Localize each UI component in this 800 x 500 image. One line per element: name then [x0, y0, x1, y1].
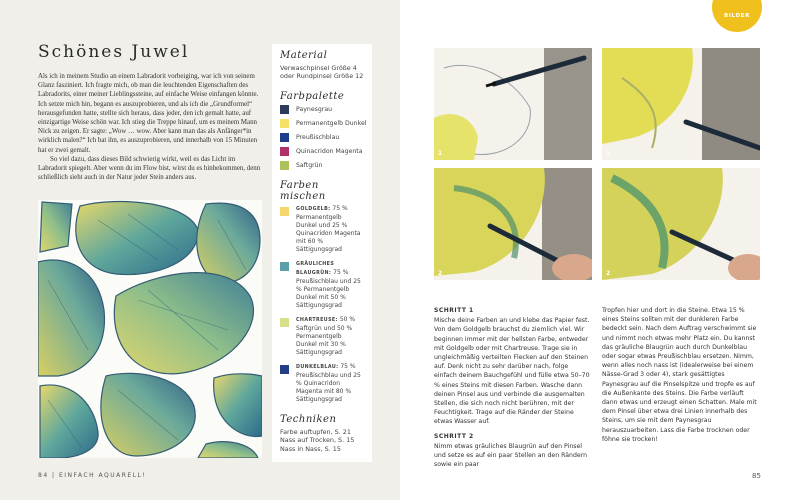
mix-description: 75 % Preußischblau und 25 % Permanentgelb Dunkel mit 50 % Sättigungsgrad [296, 268, 361, 309]
mix-section [280, 180, 364, 404]
labradorite-painting [38, 200, 262, 458]
techniques-heading: Techniken [280, 413, 337, 425]
color-swatch [280, 119, 289, 128]
step-photo-2a [434, 168, 592, 280]
color-swatch [280, 262, 289, 271]
palette-item-label: Quinacridon Magenta [296, 147, 363, 155]
mix-item-text [296, 363, 364, 404]
painting-photo-2b [602, 168, 760, 280]
mix-item [280, 260, 364, 310]
painting-photo-1a [434, 48, 592, 160]
step-photo-2b [602, 168, 760, 280]
color-swatch [280, 207, 289, 216]
mix-item [280, 316, 364, 357]
mix-label: GRÄULICHES BLAUGRÜN: [296, 261, 335, 276]
color-swatch [280, 147, 289, 156]
page-footer-left: 84 | EINFACH AQUARELL! [38, 472, 147, 479]
material-section [280, 50, 364, 81]
instructions-column-1 [434, 306, 592, 469]
palette-heading: Farbpalette [280, 90, 345, 102]
intro-paragraph-2: So viel dazu, dass dieses Bild schwierig wirkt, weil es das Licht im Labradorit spiegelt. Aber wenn du im Flow bist, wirst du es hinbekommen, denn schließlich sieht auch in der Natur jeder Stein anders aus. [38, 155, 261, 182]
palette-item-label: Permanentgelb Dunkel [296, 119, 367, 127]
photo-number: 2 [438, 270, 443, 277]
mix-label: DUNKELBLAU: [296, 364, 339, 370]
step-2-heading: SCHRITT 2 [434, 432, 474, 440]
painting-photo-2a [434, 168, 592, 280]
material-heading: Material [280, 50, 328, 61]
techniques-list [280, 428, 364, 453]
color-swatch [280, 105, 289, 114]
step-1-heading: SCHRITT 1 [434, 307, 474, 314]
step-photo-1a [434, 48, 592, 160]
mix-item-text [296, 205, 364, 254]
palette-item [280, 119, 367, 128]
instructions-column-2 [602, 306, 760, 444]
technique-item: Nass in Nass, S. 15 [280, 444, 341, 453]
step-photo-1b [602, 48, 760, 160]
mix-item-text [296, 316, 364, 357]
palette-list [280, 105, 367, 170]
mix-description: 50 % Saftgrün und 50 % Permanentgelb Dunkel mit 30 % Sättigungsgrad [296, 315, 356, 356]
sidebar-materials [272, 44, 372, 462]
color-swatch [280, 161, 289, 170]
color-swatch [280, 133, 289, 142]
photo-number: 1 [606, 150, 611, 157]
palette-item-label: Saftgrün [296, 161, 323, 169]
step-1-text: Mische deine Farben an und klebe das Papier fest. Von dem Goldgelb brauchst du ziemlich viel. Wir beginnen immer mit der hellsten Farbe, entweder mit Goldgelb oder mit Chartreuse. Trage sie in ungleichmäßig verteilten Flecken auf den Steinen auf. Denk nicht zu sehr darüber nach, folge einfach deinem Bauchgefühl und fülle etwa 50–70 % eines Steins mit diesen Farben. Wasche dann deinen Pinsel aus und verbinde die ausgemalten Stellen, die sich noch nicht berühren, mit der Feuchtigkeit. Trage auf die Ränder der Steine etwas Wasser auf. [434, 317, 590, 426]
palette-item-label: Paynesgrau [296, 105, 333, 113]
mix-list [280, 205, 364, 404]
mix-label: GOLDGELB: [296, 206, 331, 212]
palette-item [280, 105, 364, 114]
mix-label: CHARTREUSE: [296, 317, 338, 323]
mix-item [280, 363, 364, 404]
mix-description: 75 % Preußischblau und 25 % Quinacridon Magenta mit 80 % Sättigungsgrad [296, 362, 361, 403]
palette-item [280, 147, 364, 156]
page-title: Schönes Juwel [38, 42, 190, 62]
material-text: Verwaschpinsel Größe 4 oder Rundpinsel Größe 12 [280, 64, 364, 81]
color-swatch [280, 365, 289, 374]
palette-section [280, 90, 367, 170]
mix-item [280, 205, 364, 254]
step-2-continued-text: Tropfen hier und dort in die Steine. Etwa 15 % eines Steins sollten mit der dunkleren Farbe bedeckt sein. Nach dem Auftrag verschwimmt sie und nimmt noch etwas mehr Platz ein. Du kannst das gräuliche Blaugrün auch durch Dunkelblau oder sogar etwas Preußischblau ersetzen. Nimm, wenn alles noch nass ist (idealerweise bei einem Nässe-Grad 3 oder 4), stark gesättigtes Paynesgrau auf die Pinselspitze und tropfe es auf die Außenkante des Steins. Die Farbe verläuft dann etwas und erzeugt einen Schatten. Male mit dem Pinsel über etwa drei Linien innerhalb des Steins, um sie mit dem Paynesgrau herauszuarbeiten. Lass die Farbe trocknen oder föhne sie trocken! [602, 307, 757, 443]
palette-item [280, 161, 364, 170]
labradorite-stones-image [38, 200, 262, 458]
painting-photo-1b [602, 48, 760, 160]
color-swatch [280, 318, 289, 327]
right-page [400, 0, 800, 500]
palette-item-label: Preußischblau [296, 133, 340, 141]
intro-paragraph-1: Als ich in meinem Studio an einem Labradorit vorbeiging, war ich von seinem Glanz fasziniert. Ich fragte mich, ob man die leuchtenden Eigenschaften des Labradorits, einer meiner Lieblingssteine, auf einfache Weise einfangen könnte. Ich setzte mich hin, begann es auszuprobieren, und als ich die „Grundformel“ herausgefunden hatte, stellte sich heraus, dass jeder, den ich gemalt hatte, auf einzigartige Weise schön war. Ich stieg die Treppe hinauf, um es meinem Mann Nick zu zeigen. Er sagte: „Wow … wow. Aber kann man das als Anfänger*in wirklich malen?“ Ich bat ihn, es auszuprobieren, und innerhalb von 15 Minuten hat er zwei gemalt. [38, 73, 259, 154]
photo-number: 1 [438, 150, 443, 157]
technique-item: Farbe auftupfen, S. 21 [280, 427, 351, 436]
palette-item [280, 133, 364, 142]
mix-item-text [296, 260, 364, 310]
intro-text [38, 72, 266, 182]
step-2-text: Nimm etwas gräuliches Blaugrün auf den Pinsel und setze es auf ein paar Stellen an den Rändern sowie ein paar [434, 442, 588, 469]
photo-number: 2 [606, 270, 611, 277]
mix-description: 75 % Permanentgelb Dunkel und 25 % Quinacridon Magenta mit 60 % Sättigungsgrad [296, 204, 361, 253]
technique-item: Nass auf Trocken, S. 15 [280, 436, 355, 445]
mix-heading: Farben mischen [280, 179, 326, 202]
techniques-section [280, 414, 364, 453]
page-footer-right: 85 [752, 472, 761, 480]
section-badge: BILDER [712, 0, 762, 32]
